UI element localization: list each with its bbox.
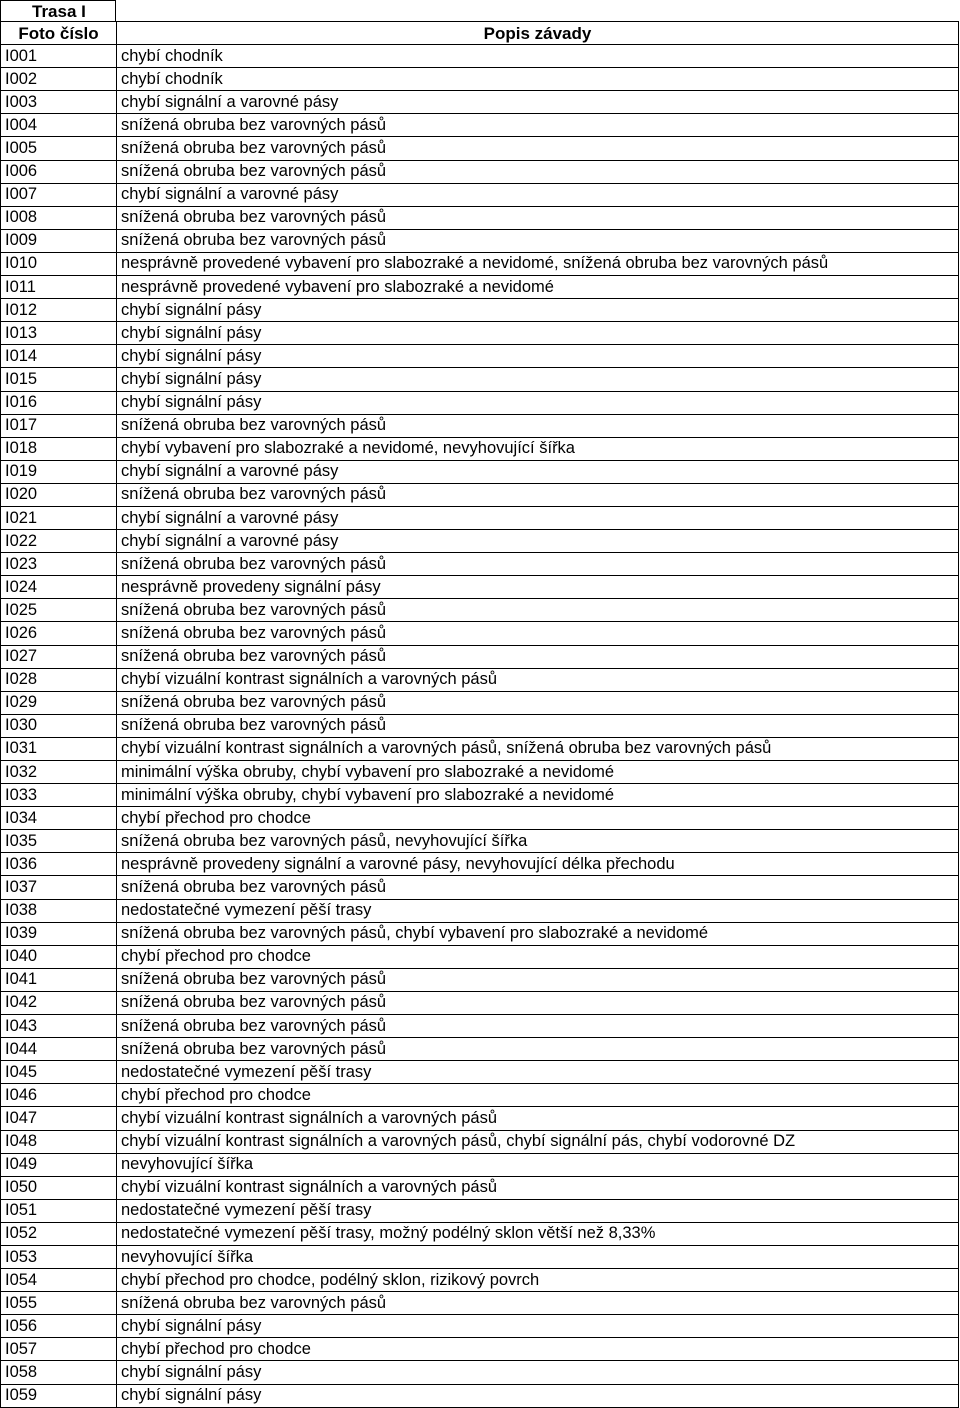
- table-row: [1, 483, 959, 506]
- photo-number-cell: I007: [1, 183, 117, 206]
- photo-number-cell: I049: [1, 1153, 117, 1176]
- defect-description-cell: snížená obruba bez varovných pásů: [117, 553, 959, 576]
- defect-description-cell: minimální výška obruby, chybí vybavení pro slabozraké a nevidomé: [117, 761, 959, 784]
- defect-description-cell: snížená obruba bez varovných pásů: [117, 483, 959, 506]
- table-row: [1, 1153, 959, 1176]
- defect-description-cell: snížená obruba bez varovných pásů: [117, 1292, 959, 1315]
- defect-description-cell: snížená obruba bez varovných pásů: [117, 160, 959, 183]
- table-row: [1, 506, 959, 529]
- defect-description-cell: chybí signální pásy: [117, 1384, 959, 1407]
- photo-number-cell: I058: [1, 1361, 117, 1384]
- defect-description-cell: nedostatečné vymezení pěší trasy: [117, 899, 959, 922]
- defect-description-cell: nevyhovující šířka: [117, 1153, 959, 1176]
- table-row: [1, 1384, 959, 1407]
- photo-number-cell: I047: [1, 1107, 117, 1130]
- photo-number-cell: I059: [1, 1384, 117, 1407]
- defects-table: [0, 21, 959, 1408]
- photo-number-cell: I048: [1, 1130, 117, 1153]
- table-row: [1, 91, 959, 114]
- table-row: [1, 761, 959, 784]
- photo-number-cell: I053: [1, 1245, 117, 1268]
- table-row: [1, 1061, 959, 1084]
- table-row: [1, 1361, 959, 1384]
- photo-number-cell: I006: [1, 160, 117, 183]
- photo-number-cell: I012: [1, 299, 117, 322]
- table-row: [1, 45, 959, 68]
- photo-number-cell: I041: [1, 968, 117, 991]
- defect-description-cell: chybí vizuální kontrast signálních a varovných pásů, chybí signální pás, chybí vodorovné DZ: [117, 1130, 959, 1153]
- defect-description-cell: snížená obruba bez varovných pásů: [117, 414, 959, 437]
- photo-number-cell: I005: [1, 137, 117, 160]
- table-row: [1, 576, 959, 599]
- header-row: [1, 22, 959, 45]
- photo-number-cell: I055: [1, 1292, 117, 1315]
- sheet-title: Trasa I: [0, 0, 116, 21]
- table-row: [1, 645, 959, 668]
- table-row: [1, 853, 959, 876]
- defect-description-cell: snížená obruba bez varovných pásů: [117, 622, 959, 645]
- table-row: [1, 784, 959, 807]
- table-row: [1, 460, 959, 483]
- defect-description-cell: chybí signální pásy: [117, 299, 959, 322]
- table-row: [1, 252, 959, 275]
- table-row: [1, 1084, 959, 1107]
- photo-number-cell: I036: [1, 853, 117, 876]
- table-row: [1, 391, 959, 414]
- photo-number-cell: I009: [1, 229, 117, 252]
- defect-description-cell: minimální výška obruby, chybí vybavení pro slabozraké a nevidomé: [117, 784, 959, 807]
- defect-description-cell: chybí signální a varovné pásy: [117, 460, 959, 483]
- table-row: [1, 1315, 959, 1338]
- table-body: [1, 45, 959, 1408]
- defect-description-header: Popis závady: [117, 22, 959, 45]
- defect-description-cell: chybí signální pásy: [117, 368, 959, 391]
- table-row: [1, 276, 959, 299]
- photo-number-cell: I042: [1, 991, 117, 1014]
- defect-description-cell: chybí chodník: [117, 68, 959, 91]
- photo-number-cell: I046: [1, 1084, 117, 1107]
- defect-description-cell: chybí přechod pro chodce: [117, 1338, 959, 1361]
- defect-description-cell: chybí přechod pro chodce, podélný sklon, rizikový povrch: [117, 1269, 959, 1292]
- defect-description-cell: chybí vizuální kontrast signálních a varovných pásů: [117, 668, 959, 691]
- table-row: [1, 668, 959, 691]
- photo-number-cell: I026: [1, 622, 117, 645]
- table-row: [1, 229, 959, 252]
- defect-description-cell: nedostatečné vymezení pěší trasy: [117, 1061, 959, 1084]
- defect-description-cell: chybí signální pásy: [117, 391, 959, 414]
- photo-number-cell: I056: [1, 1315, 117, 1338]
- defect-description-cell: snížená obruba bez varovných pásů: [117, 599, 959, 622]
- photo-number-cell: I022: [1, 530, 117, 553]
- photo-number-cell: I044: [1, 1038, 117, 1061]
- defect-description-cell: snížená obruba bez varovných pásů: [117, 968, 959, 991]
- table-row: [1, 1038, 959, 1061]
- defect-description-cell: chybí signální a varovné pásy: [117, 530, 959, 553]
- table-row: [1, 714, 959, 737]
- table-row: [1, 553, 959, 576]
- photo-number-cell: I018: [1, 437, 117, 460]
- defect-description-cell: nesprávně provedené vybavení pro slabozraké a nevidomé, snížená obruba bez varovných pásů: [117, 252, 959, 275]
- table-row: [1, 1015, 959, 1038]
- defect-description-cell: snížená obruba bez varovných pásů, nevyhovující šířka: [117, 830, 959, 853]
- defect-description-cell: chybí signální a varovné pásy: [117, 506, 959, 529]
- defect-description-cell: chybí přechod pro chodce: [117, 1084, 959, 1107]
- defect-description-cell: chybí přechod pro chodce: [117, 945, 959, 968]
- defect-description-cell: chybí signální pásy: [117, 1361, 959, 1384]
- table-row: [1, 137, 959, 160]
- table-row: [1, 1245, 959, 1268]
- defect-description-cell: chybí chodník: [117, 45, 959, 68]
- table-row: [1, 968, 959, 991]
- photo-number-cell: I028: [1, 668, 117, 691]
- photo-number-cell: I054: [1, 1269, 117, 1292]
- photo-number-cell: I050: [1, 1176, 117, 1199]
- photo-number-cell: I032: [1, 761, 117, 784]
- photo-number-cell: I011: [1, 276, 117, 299]
- photo-number-cell: I025: [1, 599, 117, 622]
- photo-number-cell: I029: [1, 691, 117, 714]
- table-row: [1, 299, 959, 322]
- defect-description-cell: snížená obruba bez varovných pásů: [117, 229, 959, 252]
- table-row: [1, 322, 959, 345]
- photo-number-cell: I033: [1, 784, 117, 807]
- photo-number-cell: I043: [1, 1015, 117, 1038]
- table-row: [1, 1176, 959, 1199]
- table-row: [1, 737, 959, 760]
- table-row: [1, 1107, 959, 1130]
- photo-number-cell: I021: [1, 506, 117, 529]
- photo-number-cell: I004: [1, 114, 117, 137]
- photo-number-cell: I008: [1, 206, 117, 229]
- table-row: [1, 437, 959, 460]
- photo-number-cell: I017: [1, 414, 117, 437]
- defect-description-cell: chybí vizuální kontrast signálních a varovných pásů: [117, 1107, 959, 1130]
- defect-description-cell: chybí přechod pro chodce: [117, 807, 959, 830]
- photo-number-cell: I045: [1, 1061, 117, 1084]
- table-row: [1, 830, 959, 853]
- table-row: [1, 622, 959, 645]
- table-row: [1, 160, 959, 183]
- table-row: [1, 206, 959, 229]
- defect-description-cell: snížená obruba bez varovných pásů: [117, 206, 959, 229]
- photo-number-cell: I052: [1, 1222, 117, 1245]
- photo-number-cell: I037: [1, 876, 117, 899]
- defect-description-cell: chybí vybavení pro slabozraké a nevidomé, nevyhovující šířka: [117, 437, 959, 460]
- defect-description-cell: snížená obruba bez varovných pásů: [117, 114, 959, 137]
- photo-number-cell: I039: [1, 922, 117, 945]
- table-row: [1, 876, 959, 899]
- defect-description-cell: chybí vizuální kontrast signálních a varovných pásů, snížená obruba bez varovných pásů: [117, 737, 959, 760]
- table-row: [1, 1269, 959, 1292]
- defect-description-cell: chybí signální pásy: [117, 322, 959, 345]
- table-row: [1, 899, 959, 922]
- defect-description-cell: snížená obruba bez varovných pásů: [117, 137, 959, 160]
- table-row: [1, 1222, 959, 1245]
- defect-description-cell: nedostatečné vymezení pěší trasy: [117, 1199, 959, 1222]
- photo-number-cell: I035: [1, 830, 117, 853]
- photo-number-cell: I057: [1, 1338, 117, 1361]
- photo-number-cell: I027: [1, 645, 117, 668]
- photo-number-cell: I030: [1, 714, 117, 737]
- photo-number-cell: I015: [1, 368, 117, 391]
- table-row: [1, 1199, 959, 1222]
- defect-description-cell: snížená obruba bez varovných pásů: [117, 1038, 959, 1061]
- photo-number-cell: I034: [1, 807, 117, 830]
- photo-number-cell: I051: [1, 1199, 117, 1222]
- photo-number-cell: I020: [1, 483, 117, 506]
- defect-description-cell: snížená obruba bez varovných pásů: [117, 691, 959, 714]
- defect-description-cell: chybí signální pásy: [117, 345, 959, 368]
- photo-number-cell: I010: [1, 252, 117, 275]
- photo-number-cell: I013: [1, 322, 117, 345]
- table-row: [1, 68, 959, 91]
- photo-number-cell: I023: [1, 553, 117, 576]
- photo-number-cell: I040: [1, 945, 117, 968]
- defect-description-cell: nesprávně provedené vybavení pro slabozraké a nevidomé: [117, 276, 959, 299]
- table-row: [1, 1292, 959, 1315]
- defect-description-cell: nesprávně provedeny signální a varovné pásy, nevyhovující délka přechodu: [117, 853, 959, 876]
- table-row: [1, 599, 959, 622]
- photo-number-cell: I002: [1, 68, 117, 91]
- defect-description-cell: snížená obruba bez varovných pásů: [117, 714, 959, 737]
- photo-number-cell: I003: [1, 91, 117, 114]
- defect-description-cell: chybí vizuální kontrast signálních a varovných pásů: [117, 1176, 959, 1199]
- table-row: [1, 530, 959, 553]
- defect-description-cell: snížená obruba bez varovných pásů, chybí vybavení pro slabozraké a nevidomé: [117, 922, 959, 945]
- defect-description-cell: snížená obruba bez varovných pásů: [117, 645, 959, 668]
- table-row: [1, 345, 959, 368]
- table-row: [1, 114, 959, 137]
- photo-number-cell: I019: [1, 460, 117, 483]
- defect-description-cell: chybí signální a varovné pásy: [117, 91, 959, 114]
- table-row: [1, 691, 959, 714]
- defect-description-cell: snížená obruba bez varovných pásů: [117, 1015, 959, 1038]
- table-row: [1, 414, 959, 437]
- defect-description-cell: chybí signální a varovné pásy: [117, 183, 959, 206]
- defect-description-cell: snížená obruba bez varovných pásů: [117, 991, 959, 1014]
- defect-description-cell: snížená obruba bez varovných pásů: [117, 876, 959, 899]
- table-row: [1, 922, 959, 945]
- photo-number-cell: I024: [1, 576, 117, 599]
- table-row: [1, 368, 959, 391]
- table-row: [1, 1130, 959, 1153]
- table-row: [1, 1338, 959, 1361]
- defect-description-cell: chybí signální pásy: [117, 1315, 959, 1338]
- defect-description-cell: nedostatečné vymezení pěší trasy, možný podélný sklon větší než 8,33%: [117, 1222, 959, 1245]
- defect-description-cell: nesprávně provedeny signální pásy: [117, 576, 959, 599]
- photo-number-cell: I038: [1, 899, 117, 922]
- table-row: [1, 807, 959, 830]
- photo-number-cell: I014: [1, 345, 117, 368]
- photo-number-cell: I001: [1, 45, 117, 68]
- table-row: [1, 991, 959, 1014]
- table-row: [1, 945, 959, 968]
- photo-number-cell: I031: [1, 737, 117, 760]
- defect-description-cell: nevyhovující šířka: [117, 1245, 959, 1268]
- photo-number-header: Foto číslo: [1, 22, 117, 45]
- table-row: [1, 183, 959, 206]
- photo-number-cell: I016: [1, 391, 117, 414]
